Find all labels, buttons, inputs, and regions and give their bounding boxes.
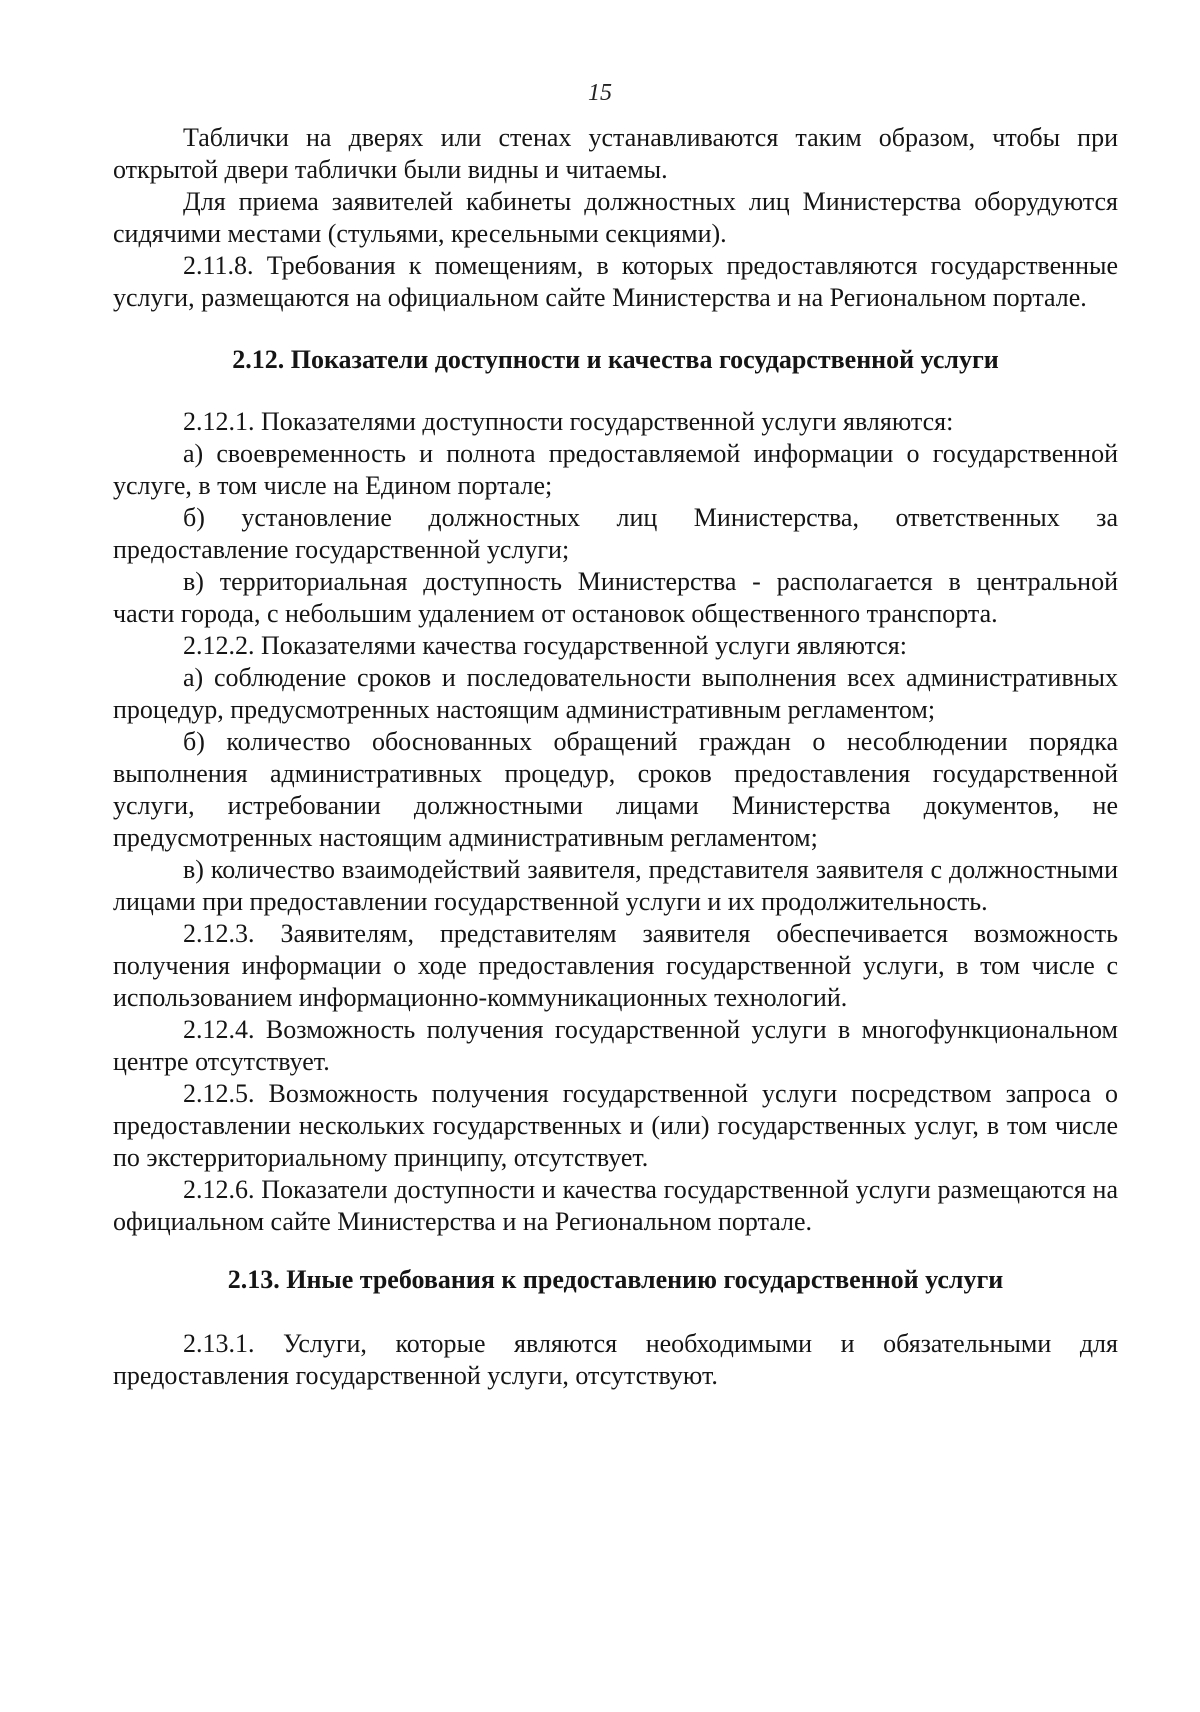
paragraph: 2.12.4. Возможность получения государственной услуги в многофункциональном центре отсутствует. — [113, 1015, 1118, 1076]
document-body — [113, 122, 1118, 1392]
paragraph: б) установление должностных лиц Министерства, ответственных за предоставление государственной услуги; — [113, 503, 1118, 564]
paragraph: 2.12.3. Заявителям, представителям заявителя обеспечивается возможность получения информации о ходе предоставления государственной услуги, в том числе с использованием информационно-коммуникационных технологий. — [113, 919, 1118, 1012]
page-number: 15 — [588, 80, 612, 106]
paragraph: б) количество обоснованных обращений граждан о несоблюдении порядка выполнения административных процедур, сроков предоставления государственной услуги, истребовании должностными лицами Министерства документов, не предусмотренных настоящим административным регламентом; — [113, 727, 1118, 852]
paragraph: 2.12.1. Показателями доступности государственной услуги являются: — [183, 407, 954, 436]
paragraph: 2.13.1. Услуги, которые являются необходимыми и обязательными для предоставления государственной услуги, отсутствуют. — [113, 1329, 1118, 1390]
paragraph: Для приема заявителей кабинеты должностных лиц Министерства оборудуются сидячими местами (стульями, кресельными секциями). — [113, 187, 1118, 248]
section-heading-2-13: 2.13. Иные требования к предоставлению государственной услуги — [227, 1265, 1004, 1294]
paragraph: 2.12.2. Показателями качества государственной услуги являются: — [183, 631, 907, 660]
paragraph: 2.11.8. Требования к помещениям, в которых предоставляются государственные услуги, размещаются на официальном сайте Министерства и на Региональном портале. — [113, 251, 1118, 312]
section-heading-2-12: 2.12. Показатели доступности и качества государственной услуги — [232, 345, 999, 374]
paragraph: Таблички на дверях или стенах устанавливаются таким образом, чтобы при открытой двери таблички были видны и читаемы. — [113, 123, 1118, 184]
paragraph: 2.12.6. Показатели доступности и качества государственной услуги размещаются на официальном сайте Министерства и на Региональном портале. — [113, 1175, 1118, 1236]
paragraph: а) своевременность и полнота предоставляемой информации о государственной услуге, в том числе на Едином портале; — [113, 439, 1118, 500]
paragraph: в) количество взаимодействий заявителя, представителя заявителя с должностными лицами при предоставлении государственной услуги и их продолжительность. — [113, 855, 1118, 916]
paragraph: в) территориальная доступность Министерства - располагается в центральной части города, с небольшим удалением от остановок общественного транспорта. — [113, 567, 1118, 628]
paragraph: 2.12.5. Возможность получения государственной услуги посредством запроса о предоставлении нескольких государственных и (или) государственных услуг, в том числе по экстерриториальному принципу, отсутствует. — [113, 1079, 1118, 1172]
paragraph: а) соблюдение сроков и последовательности выполнения всех административных процедур, предусмотренных настоящим административным регламентом; — [113, 663, 1118, 724]
